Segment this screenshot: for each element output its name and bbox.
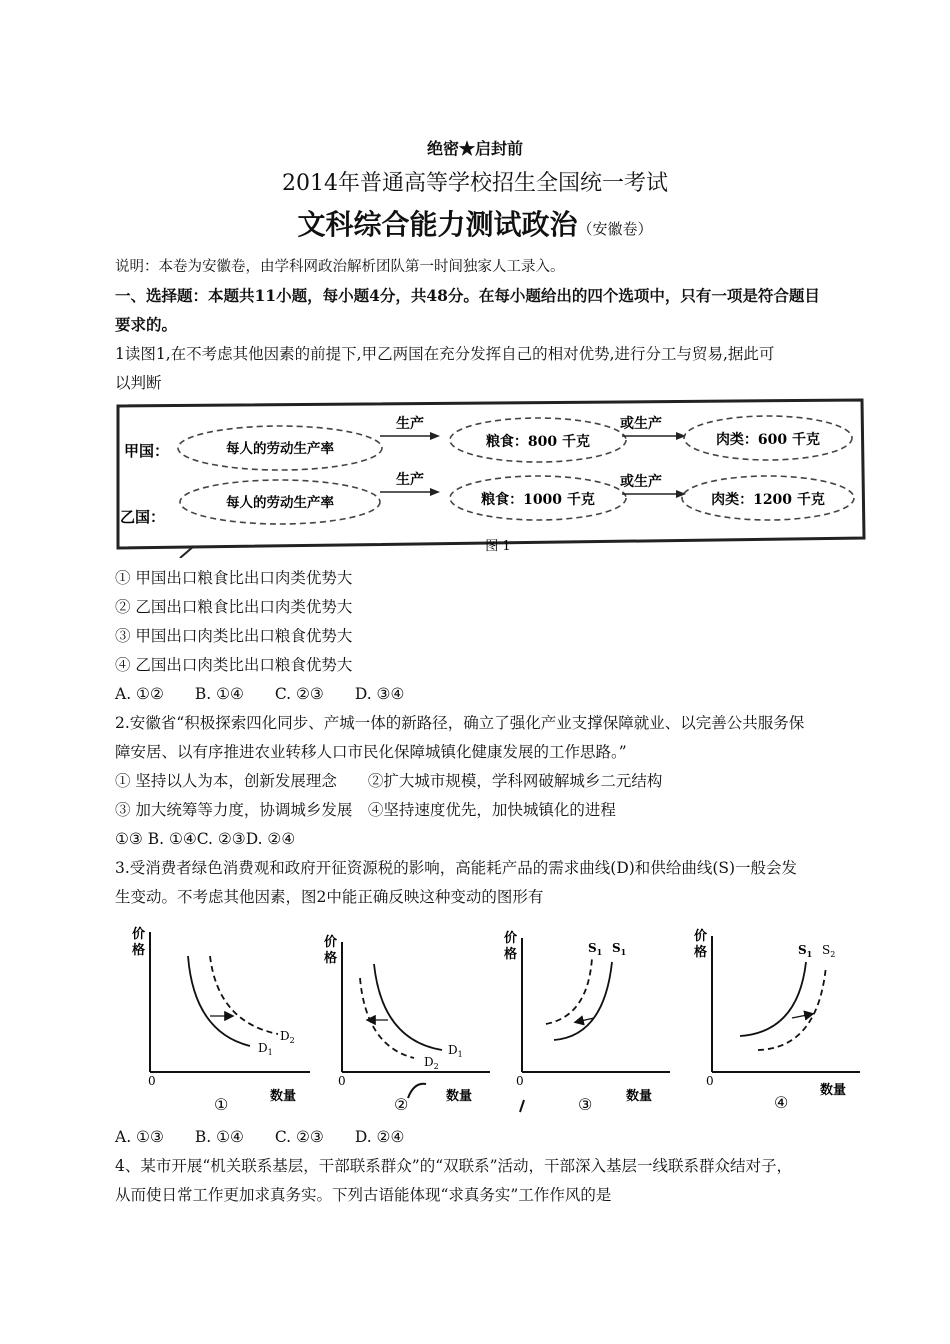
q2-options-line1: ① 坚持以人为本，创新发展理念 ②扩大城市规模，学科网破解城乡二元结构 [115, 772, 663, 790]
q2-stem-line2: 障安居、以有序推进农业转移人口市民化保障城镇化健康发展的工作思路。” [115, 743, 627, 761]
row2-country: 乙国： [120, 508, 166, 526]
row2-or-produce-label: 或生产 [620, 474, 662, 490]
subject-title [0, 203, 950, 243]
graph2-d1-curve [374, 964, 442, 1050]
graph4-y-label-2: 格 [694, 945, 708, 960]
graph1-y-label-1: 价 [132, 927, 146, 942]
exam-note: 说明：本卷为安徽卷，由学科网政治解析团队第一时间独家人工录入。 [115, 259, 565, 275]
section1-title-line2: 要求的。 [115, 315, 178, 334]
q1-option-4: ④ 乙国出口肉类比出口粮食优势大 [115, 656, 353, 674]
row2-productivity: 每人的劳动生产率 [226, 495, 334, 511]
q1-stem-line2: 以判断 [115, 374, 162, 392]
graph4-origin: 0 [706, 1074, 714, 1088]
q2-options-line2: ③ 加大统筹等力度，协调城乡发展 ④坚持速度优先，加快城镇化的进程 [115, 801, 616, 819]
q1-option-3: ③ 甲国出口肉类比出口粮食优势大 [115, 627, 353, 645]
q2-answers: ①③ B. ①④C. ②③D. ②④ [115, 830, 296, 848]
graph-3 [504, 930, 670, 1114]
graph1-d2-curve [210, 956, 278, 1034]
secret-label: 绝密★启封前 [426, 139, 523, 158]
graph2-y-label-1: 价 [324, 935, 338, 950]
graph-4 [694, 928, 860, 1112]
q3-answers: A. ①③ B. ①④ C. ②③ D. ②④ [115, 1128, 405, 1146]
q1-stem-line1: 1读图1,在不考虑其他因素的前提下,甲乙两国在充分发挥自己的相对优势,进行分工与贸易,据此可 [115, 345, 775, 363]
graph3-s1-label: $S_1$ [588, 941, 603, 957]
graph1-d1-curve [188, 956, 250, 1046]
graph2-d2-label: $D_2$ [424, 1055, 439, 1071]
graph-1 [132, 926, 310, 1114]
graph2-d2-curve [360, 978, 414, 1058]
graph4-y-label-1: 价 [694, 929, 708, 944]
graph1-d2-label: $D_2$ [280, 1029, 295, 1045]
graph-2 [324, 934, 490, 1114]
q1-option-2: ② 乙国出口粮食比出口肉类优势大 [115, 598, 353, 616]
graph3-pen-mark [520, 1100, 524, 1112]
q1-answers: A. ①② B. ①④ C. ②③ D. ③④ [115, 685, 405, 703]
row2-or-produce-arrowhead [676, 490, 686, 498]
graph3-s2-label: $S_1$ [612, 941, 627, 957]
q4-stem-line1: 4、某市开展“机关联系基层，干部联系群众”的“双联系”活动，干部深入基层一线联系群众结对子， [115, 1157, 793, 1175]
graph3-origin: 0 [516, 1074, 524, 1088]
section1-title-line1: 一、选择题：本题共11小题，每小题4分，共48分。在每小题给出的四个选项中，只有一项是符合题目 [115, 286, 820, 305]
graph2-y-label-2: 格 [324, 951, 338, 966]
graph1-origin: 0 [148, 1074, 156, 1088]
graph2-pen-mark [408, 1084, 426, 1098]
figure-1 [110, 398, 870, 558]
figure-1-caption: 图 1 [485, 539, 511, 554]
row1-or-produce-label: 或生产 [620, 416, 662, 432]
graph3-number: ③ [578, 1095, 593, 1114]
graph2-x-label: 数量 [446, 1089, 473, 1104]
graph1-x-label: 数量 [270, 1089, 297, 1104]
row1-produce-arrowhead [430, 432, 440, 440]
graph3-y-label-1: 价 [504, 931, 518, 946]
exam-title: 2014年普通高等学校招生全国统一考试 [282, 171, 668, 196]
graph1-y-label-2: 格 [132, 943, 146, 958]
graph4-number: ④ [774, 1093, 789, 1112]
row1-grain: 粮食：800 千克 [485, 434, 591, 450]
graph2-d1-label: $D_1$ [448, 1043, 463, 1059]
graph4-s2-label: $S_2$ [822, 943, 836, 959]
graph4-shift-arrow [792, 1014, 812, 1018]
row2-produce-label: 生产 [396, 472, 424, 488]
q3-stem-line2: 生变动。不考虑其他因素，图2中能正确反映这种变动的图形有 [115, 888, 544, 906]
row2-grain: 粮食：1000 千克 [481, 492, 595, 508]
subject-name: 文科综合能力测试政治 [297, 208, 578, 241]
graph3-s1-curve [546, 958, 592, 1024]
graph4-x-label: 数量 [820, 1083, 847, 1098]
graph3-s2-curve [554, 962, 612, 1040]
graph2-number: ② [394, 1095, 409, 1114]
q4-stem-line2: 从而使日常工作更加求真务实。下列古语能体现“求真务实”工作作风的是 [115, 1186, 612, 1204]
graph3-y-label-2: 格 [504, 947, 518, 962]
row1-produce-label: 生产 [396, 416, 424, 432]
q2-stem-line1: 2.安徽省“积极探索四化同步、产城一体的新路径，确立了强化产业支撑保障就业、以完善公共服务保 [115, 714, 805, 732]
graph2-origin: 0 [338, 1074, 346, 1088]
q3-stem-line1: 3.受消费者绿色消费观和政府开征资源税的影响，高能耗产品的需求曲线(D)和供给曲线(S)一般会发 [115, 859, 798, 877]
graph1-d1-label: $D_1$ [258, 1041, 273, 1057]
row2-meat: 肉类：1200 千克 [711, 492, 825, 508]
region-label: （安徽卷） [577, 220, 653, 238]
row2-produce-arrowhead [430, 488, 440, 496]
row1-meat: 肉类：600 千克 [715, 432, 821, 448]
row1-country: 甲国： [124, 442, 170, 460]
graph4-s1-curve [740, 962, 806, 1036]
figure-2 [110, 922, 870, 1122]
row1-productivity: 每人的劳动生产率 [226, 441, 334, 457]
q1-option-1: ① 甲国出口粮食比出口肉类优势大 [115, 569, 353, 587]
graph1-number: ① [214, 1095, 229, 1114]
graph4-s1-label: $S_1$ [798, 943, 813, 959]
graph3-x-label: 数量 [626, 1089, 653, 1104]
